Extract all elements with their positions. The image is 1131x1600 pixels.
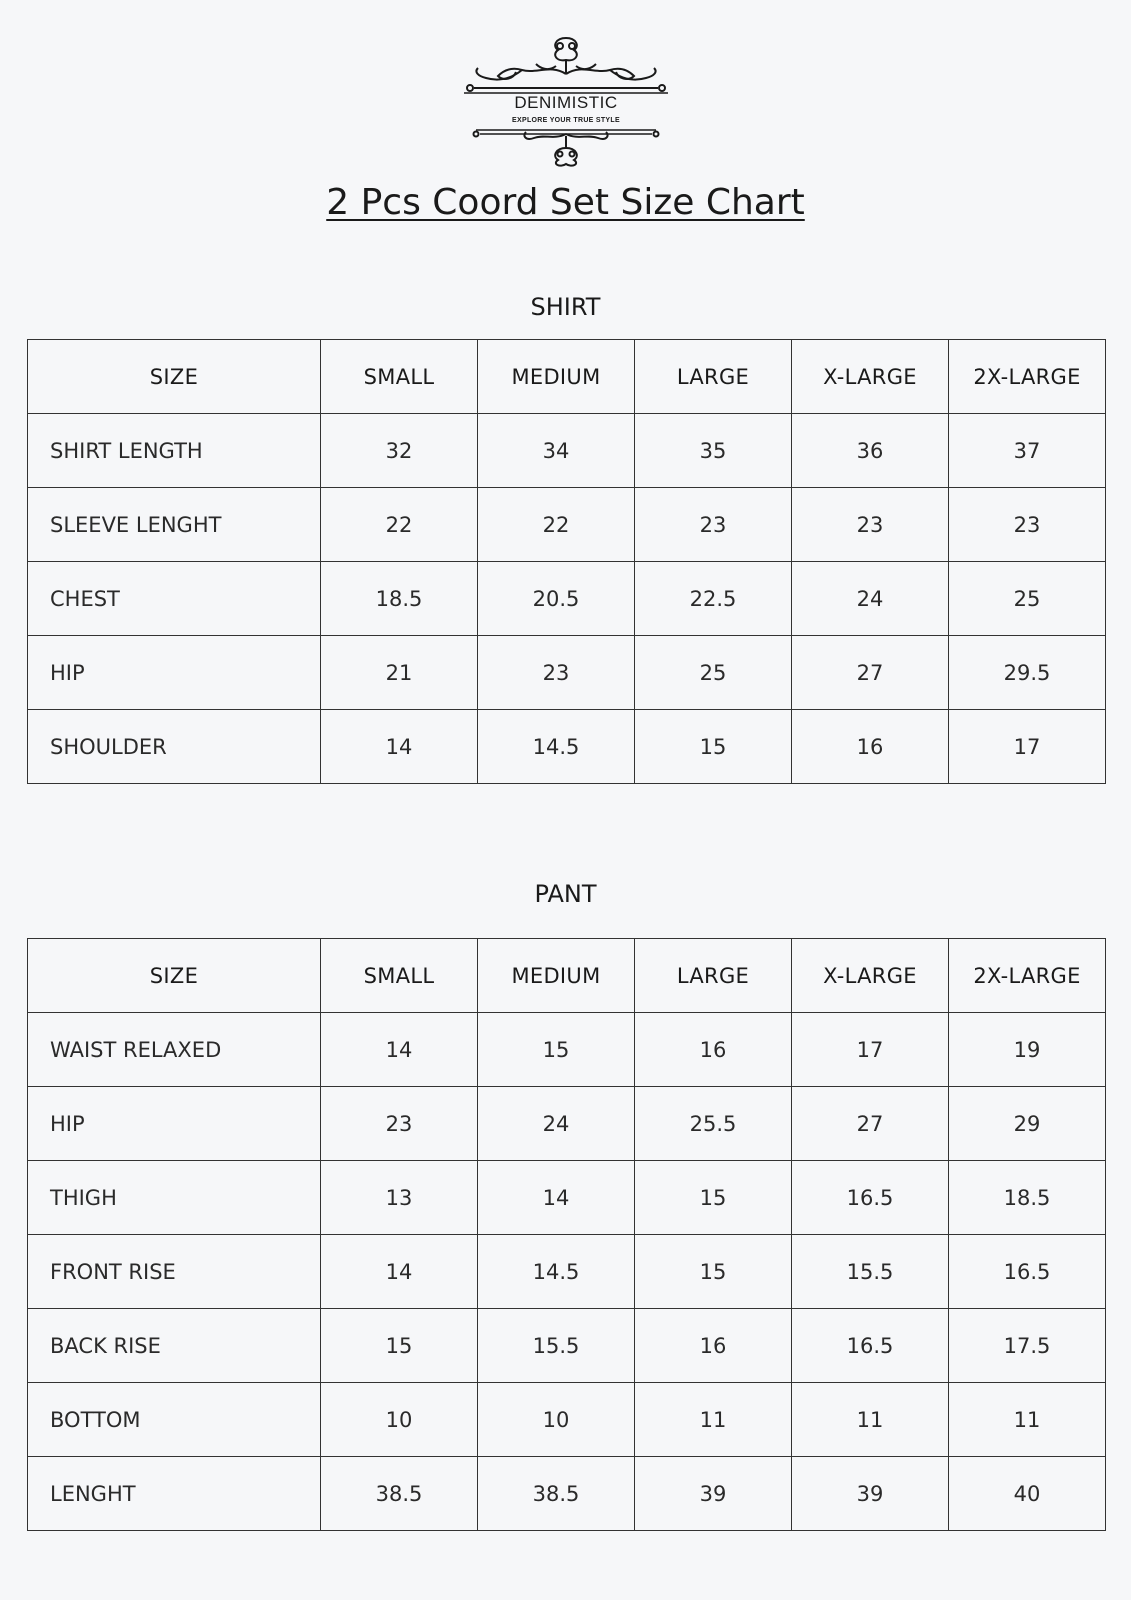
header-x-large: X-LARGE: [792, 340, 949, 414]
table-cell: 34: [478, 414, 635, 488]
table-row: [28, 710, 1106, 784]
header-small: SMALL: [321, 939, 478, 1013]
header-2x-large: 2X-LARGE: [949, 340, 1106, 414]
table-cell: 14: [478, 1161, 635, 1235]
shirt-section-title: SHIRT: [530, 293, 601, 321]
table-cell: 16.5: [792, 1309, 949, 1383]
table-cell: 22: [478, 488, 635, 562]
header-x-large: X-LARGE: [792, 939, 949, 1013]
table-cell: 15.5: [478, 1309, 635, 1383]
table-cell: 25: [635, 636, 792, 710]
table-cell: 16.5: [792, 1161, 949, 1235]
row-label: WAIST RELAXED: [28, 1013, 321, 1087]
table-cell: 23: [792, 488, 949, 562]
table-cell: 16.5: [949, 1235, 1106, 1309]
header-size: SIZE: [28, 340, 321, 414]
table-cell: 29.5: [949, 636, 1106, 710]
table-cell: 18.5: [949, 1161, 1106, 1235]
header-large: LARGE: [635, 340, 792, 414]
table-cell: 10: [321, 1383, 478, 1457]
table-cell: 40: [949, 1457, 1106, 1531]
row-label: CHEST: [28, 562, 321, 636]
header-large: LARGE: [635, 939, 792, 1013]
table-cell: 17: [792, 1013, 949, 1087]
table-cell: 19: [949, 1013, 1106, 1087]
table-cell: 32: [321, 414, 478, 488]
row-label: BOTTOM: [28, 1383, 321, 1457]
row-label: HIP: [28, 1087, 321, 1161]
table-cell: 15: [478, 1013, 635, 1087]
table-cell: 14.5: [478, 1235, 635, 1309]
table-cell: 27: [792, 636, 949, 710]
table-cell: 37: [949, 414, 1106, 488]
brand-name: DENIMISTIC: [514, 93, 618, 112]
row-label: SLEEVE LENGHT: [28, 488, 321, 562]
table-cell: 15: [635, 1161, 792, 1235]
table-cell: 14: [321, 1235, 478, 1309]
row-label: BACK RISE: [28, 1309, 321, 1383]
table-cell: 18.5: [321, 562, 478, 636]
table-cell: 11: [949, 1383, 1106, 1457]
table-cell: 17.5: [949, 1309, 1106, 1383]
table-cell: 16: [792, 710, 949, 784]
pant-size-table: [27, 938, 1106, 1531]
table-cell: 11: [792, 1383, 949, 1457]
table-cell: 15: [635, 1235, 792, 1309]
row-label: FRONT RISE: [28, 1235, 321, 1309]
table-cell: 39: [635, 1457, 792, 1531]
row-label: SHIRT LENGTH: [28, 414, 321, 488]
table-cell: 13: [321, 1161, 478, 1235]
table-cell: 23: [321, 1087, 478, 1161]
table-cell: 21: [321, 636, 478, 710]
table-cell: 35: [635, 414, 792, 488]
table-row: [28, 1457, 1106, 1531]
table-cell: 20.5: [478, 562, 635, 636]
table-cell: 38.5: [321, 1457, 478, 1531]
table-cell: 14.5: [478, 710, 635, 784]
table-cell: 36: [792, 414, 949, 488]
table-cell: 29: [949, 1087, 1106, 1161]
table-row: [28, 1309, 1106, 1383]
row-label: HIP: [28, 636, 321, 710]
table-cell: 14: [321, 1013, 478, 1087]
table-cell: 15.5: [792, 1235, 949, 1309]
table-cell: 25: [949, 562, 1106, 636]
table-row: [28, 562, 1106, 636]
table-cell: 23: [478, 636, 635, 710]
table-cell: 17: [949, 710, 1106, 784]
table-row: [28, 414, 1106, 488]
row-label: LENGHT: [28, 1457, 321, 1531]
pant-section-title: PANT: [534, 880, 597, 908]
header-2x-large: 2X-LARGE: [949, 939, 1106, 1013]
table-row: [28, 1235, 1106, 1309]
table-header-row: [28, 939, 1106, 1013]
header-size: SIZE: [28, 939, 321, 1013]
table-cell: 16: [635, 1013, 792, 1087]
table-cell: 24: [478, 1087, 635, 1161]
header-small: SMALL: [321, 340, 478, 414]
table-cell: 39: [792, 1457, 949, 1531]
table-cell: 10: [478, 1383, 635, 1457]
table-row: [28, 1087, 1106, 1161]
table-cell: 24: [792, 562, 949, 636]
shirt-size-table: [27, 339, 1106, 784]
table-cell: 23: [949, 488, 1106, 562]
page-title: 2 Pcs Coord Set Size Chart: [326, 182, 805, 223]
row-label: THIGH: [28, 1161, 321, 1235]
table-cell: 15: [321, 1309, 478, 1383]
table-cell: 22: [321, 488, 478, 562]
table-row: [28, 1161, 1106, 1235]
table-cell: 16: [635, 1309, 792, 1383]
table-cell: 38.5: [478, 1457, 635, 1531]
table-header-row: [28, 340, 1106, 414]
brand-tagline: EXPLORE YOUR TRUE STYLE: [512, 117, 620, 124]
table-row: [28, 1383, 1106, 1457]
row-label: SHOULDER: [28, 710, 321, 784]
table-cell: 11: [635, 1383, 792, 1457]
table-cell: 25.5: [635, 1087, 792, 1161]
table-cell: 14: [321, 710, 478, 784]
table-row: [28, 488, 1106, 562]
table-cell: 15: [635, 710, 792, 784]
table-row: [28, 636, 1106, 710]
header-medium: MEDIUM: [478, 939, 635, 1013]
brand-logo: [456, 30, 676, 170]
table-cell: 23: [635, 488, 792, 562]
table-cell: 27: [792, 1087, 949, 1161]
table-cell: 22.5: [635, 562, 792, 636]
table-row: [28, 1013, 1106, 1087]
header-medium: MEDIUM: [478, 340, 635, 414]
